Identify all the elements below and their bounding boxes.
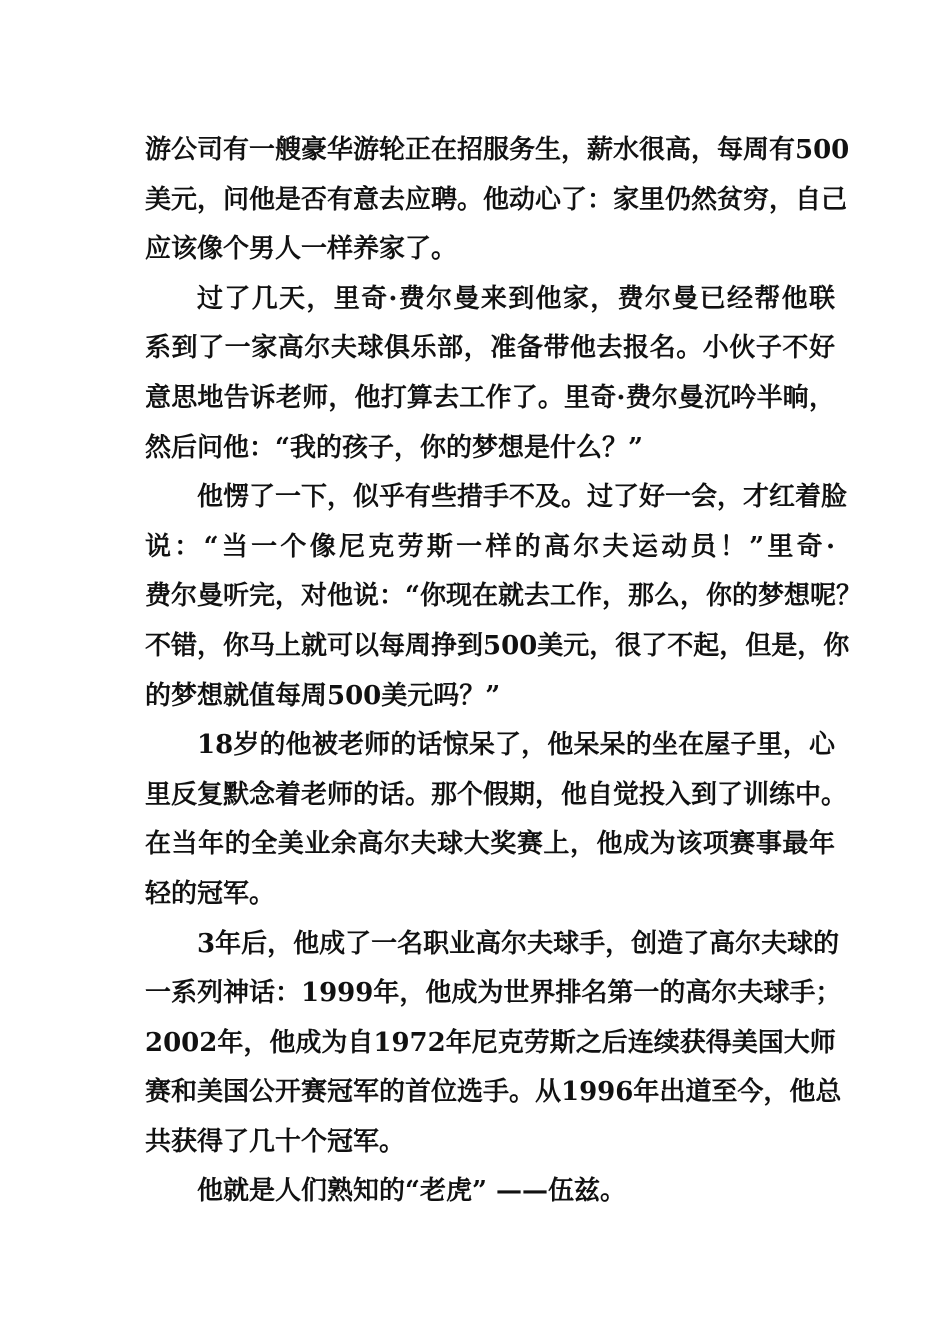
text-line: 应该像个男人一样养家了。: [145, 234, 458, 265]
text-line: 的梦想就值每周500美元吗？”: [145, 680, 501, 711]
text-line: 意思地告诉老师，他打算去工作了。里奇·费尔曼沉吟半晌，: [145, 382, 835, 413]
text-line: 美元，问他是否有意去应聘。他动心了：家里仍然贫穷，自己: [145, 184, 848, 215]
text-line: 游公司有一艘豪华游轮正在招服务生，薪水很高，每周有500: [145, 135, 850, 165]
text-line: 里反复默念着老师的话。那个假期，他自觉投入到了训练中。: [145, 779, 848, 810]
text-line: 然后问他：“我的孩子，你的梦想是什么？”: [145, 432, 643, 463]
paragraph-first-line: 过了几天，里奇·费尔曼来到他家，费尔曼已经帮他联: [197, 283, 835, 314]
text-line: 共获得了几十个冠军。: [145, 1126, 406, 1157]
text-line: 一系列神话：1999年，他成为世界排名第一的高尔夫球手；: [145, 978, 842, 1009]
paragraph-first-line: 18岁的他被老师的话惊呆了，他呆呆的坐在屋子里，心: [197, 730, 835, 761]
paragraph-first-line: 3年后，他成了一名职业高尔夫球手，创造了高尔夫球的: [197, 928, 840, 959]
text-line: 轻的冠军。: [145, 878, 276, 909]
text-line: 在当年的全美业余高尔夫球大奖赛上，他成为该项赛事最年: [145, 829, 835, 860]
text-line: 2002年，他成为自1972年尼克劳斯之后连续获得美国大师: [145, 1027, 836, 1058]
text-line: 费尔曼听完，对他说：“你现在就去工作，那么，你的梦想呢？: [145, 581, 862, 612]
text-line: 不错，你马上就可以每周挣到500美元，很了不起，但是，你: [145, 630, 850, 661]
text-line: 说：“当一个像尼克劳斯一样的高尔夫运动员！”里奇·: [145, 531, 835, 562]
paragraph-first-line: 他愣了一下，似乎有些措手不及。过了好一会，才红着脸: [197, 482, 848, 513]
text-line: 系到了一家高尔夫球俱乐部，准备带他去报名。小伙子不好: [145, 333, 835, 364]
paragraph-first-line: 他就是人们熟知的“老虎” ——伍兹。: [197, 1176, 626, 1207]
text-line: 赛和美国公开赛冠军的首位选手。从1996年出道至今，他总: [145, 1077, 842, 1108]
story-text: [145, 126, 862, 1217]
